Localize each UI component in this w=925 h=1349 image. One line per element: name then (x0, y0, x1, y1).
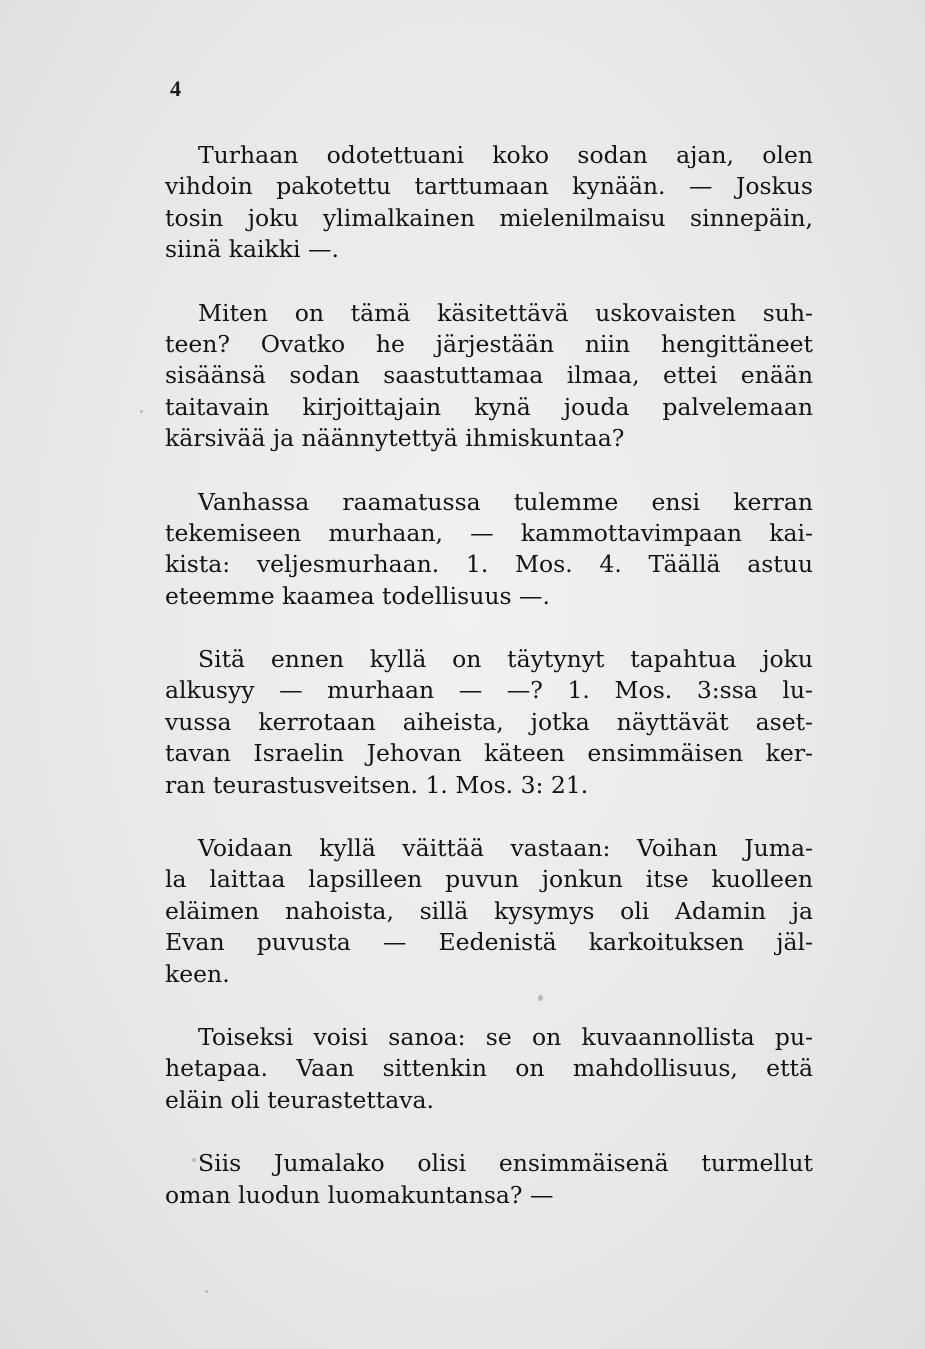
text-line: Sitä ennen kyllä on täytynyt tapahtua joku (198, 645, 813, 674)
text-line: tekemiseen murhaan, — kammottavimpaan kai- (165, 518, 813, 547)
text-line: vussa kerrotaan aiheista, jotka näyttävät aset- (165, 707, 813, 736)
text-body (165, 140, 813, 1243)
paragraph-3 (165, 487, 813, 613)
paragraph-5 (165, 833, 813, 990)
text-line: Toiseksi voisi sanoa: se on kuvaannollista pu- (198, 1022, 813, 1051)
text-line: Vanhassa raamatussa tulemme ensi kerran (198, 487, 813, 516)
text-line: Evan puvusta — Eedenistä karkoituksen jäl- (165, 928, 813, 957)
text-line: kista: veljesmurhaan. 1. Mos. 4. Täällä astuu (165, 550, 813, 579)
text-line: Siis Jumalako olisi ensimmäisenä turmellut (198, 1149, 813, 1178)
text-line: siinä kaikki —. (165, 235, 339, 264)
text-line: eteemme kaamea todellisuus —. (165, 581, 550, 610)
text-line: sisäänsä sodan saastuttamaa ilmaa, ettei enään (165, 361, 813, 390)
text-line: oman luodun luomakuntansa? — (165, 1180, 554, 1209)
paper-speck (538, 995, 543, 1001)
paragraph-6 (165, 1022, 813, 1116)
text-line: la laittaa lapsilleen puvun jonkun itse kuolleen (165, 865, 813, 894)
paper-speck (205, 1290, 208, 1293)
paragraph-4 (165, 644, 813, 801)
text-line: keen. (165, 959, 230, 988)
text-line: ran teurastusveitsen. 1. Mos. 3: 21. (165, 770, 589, 799)
text-line: teen? Ovatko he järjestään niin hengittäneet (165, 329, 813, 358)
paragraph-1 (165, 140, 813, 266)
text-line: vihdoin pakotettu tarttumaan kynään. — Joskus (165, 172, 813, 201)
paragraph-2 (165, 298, 813, 455)
text-line: alkusyy — murhaan — —? 1. Mos. 3:ssa lu- (165, 676, 813, 705)
text-line: kärsivää ja näännytettyä ihmiskuntaa? (165, 424, 625, 453)
text-line: tosin joku ylimalkainen mielenilmaisu sinnepäin, (165, 203, 813, 232)
text-line: taitavain kirjoittajain kynä jouda palvelemaan (165, 392, 813, 421)
paper-speck (192, 1158, 196, 1162)
text-line: Turhaan odotettuani koko sodan ajan, olen (198, 141, 813, 169)
text-line: hetapaa. Vaan sittenkin on mahdollisuus, että (165, 1054, 813, 1083)
paragraph-7 (165, 1148, 813, 1211)
text-line: eläimen nahoista, sillä kysymys oli Adamin ja (165, 896, 813, 925)
text-line: Miten on tämä käsitettävä uskovaisten suh- (198, 298, 813, 327)
text-line: Voidaan kyllä väittää vastaan: Voihan Juma- (198, 834, 813, 863)
text-line: tavan Israelin Jehovan käteen ensimmäisen ker- (165, 739, 813, 768)
page-number: 4 (170, 76, 181, 101)
text-line: eläin oli teurastettava. (165, 1085, 434, 1114)
paper-speck (140, 410, 143, 413)
